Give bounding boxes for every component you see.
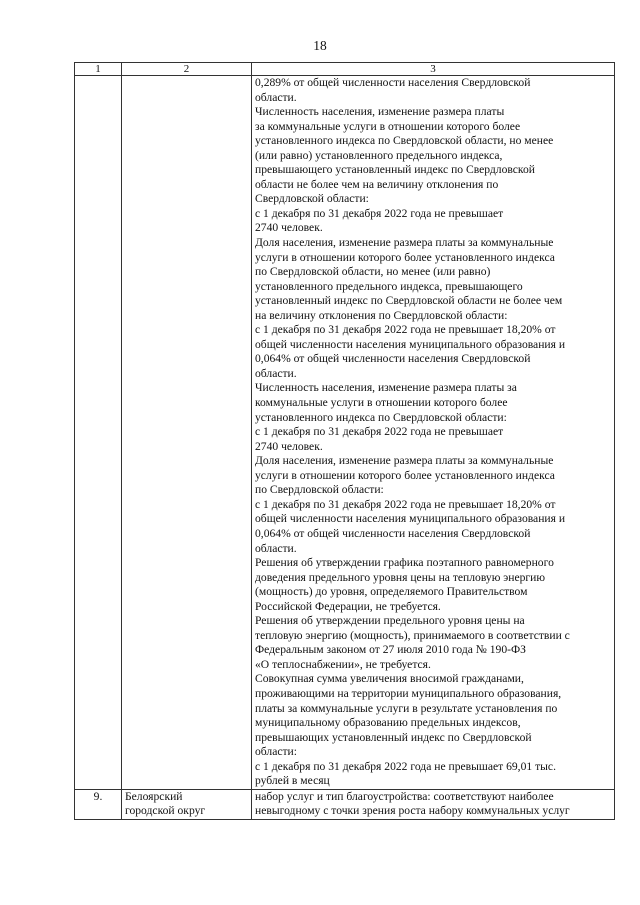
cell-number-empty: [75, 76, 122, 790]
text-line: 0,289% от общей численности населения Свердловской: [255, 76, 531, 89]
text-line: с 1 декабря по 31 декабря 2022 года не превышает: [255, 425, 504, 439]
text-line: за коммунальные услуги в отношении которого более: [255, 119, 521, 133]
cell-row-number: 9.: [75, 789, 122, 819]
text-line: набор услуг и тип благоустройства: соответствуют наиболее: [255, 789, 554, 803]
text-line: области.: [255, 90, 297, 104]
document-table: [74, 62, 615, 820]
text-line: области не более чем на величину отклонения по: [255, 177, 499, 191]
text-line: по Свердловской области:: [255, 483, 384, 497]
page-number: 18: [313, 38, 327, 53]
text-line: 2740 человек.: [255, 221, 323, 235]
text-line: Решения об утверждении графика поэтапного равномерного: [255, 556, 554, 570]
text-line: 0,064% от общей численности населения Свердловской: [255, 352, 531, 366]
text-line: доведения предельного уровня цены на тепловую энергию: [255, 570, 546, 584]
text-line: Решения об утверждении предельного уровня цены на: [255, 614, 525, 628]
text-line: с 1 декабря по 31 декабря 2022 года не превышает: [255, 206, 504, 220]
column-header-3: 3: [252, 63, 615, 76]
text-line: с 1 декабря по 31 декабря 2022 года не превышает 69,01 тыс.: [255, 759, 556, 773]
text-line: (или равно) установленного предельного индекса,: [255, 148, 503, 162]
text-line: с 1 декабря по 31 декабря 2022 года не превышает 18,20% от: [255, 497, 556, 511]
text-line: превышающих установленный индекс по Свердловской: [255, 730, 532, 744]
text-line: рублей в месяц: [255, 774, 330, 788]
text-line: «О теплоснабжении», не требуется.: [255, 657, 431, 671]
cell-municipality-name: [122, 789, 252, 819]
text-line: Свердловской области:: [255, 192, 369, 206]
text-line: установленного индекса по Свердловской области, но менее: [255, 134, 554, 148]
text-line: области.: [255, 541, 297, 555]
text-line: Численность населения, изменение размера платы: [255, 105, 505, 119]
table-row-continuation: [75, 76, 615, 790]
cell-text-continuation: [252, 76, 615, 790]
text-line: превышающего установленный индекс по Свердловской: [255, 163, 535, 177]
text-line: Доля населения, изменение размера платы за коммунальные: [255, 454, 554, 468]
text-line: по Свердловской области, но менее (или равно): [255, 265, 491, 279]
text-line: (мощность) до уровня, определяемого Правительством: [255, 585, 528, 599]
text-line: 2740 человек.: [255, 439, 323, 453]
municipality-name-line: Белоярский: [125, 789, 183, 803]
text-line: муниципальному образованию предельных индексов,: [255, 716, 521, 730]
column-header-2: 2: [122, 63, 252, 76]
text-line: установленного индекса по Свердловской области:: [255, 410, 507, 424]
text-line: установленного предельного индекса, превышающего: [255, 279, 523, 293]
table-header-row: [75, 63, 615, 76]
text-line: услуги в отношении которого более установленного индекса: [255, 468, 555, 482]
text-line: Совокупная сумма увеличения вносимой гражданами,: [255, 672, 524, 686]
column-header-1: 1: [75, 63, 122, 76]
text-line: Доля населения, изменение размера платы за коммунальные: [255, 236, 554, 250]
cell-name-empty: [122, 76, 252, 790]
text-line: установленный индекс по Свердловской области не более чем: [255, 294, 563, 308]
text-line: платы за коммунальные услуги в результате установления по: [255, 701, 558, 715]
cell-text-row-9: [252, 789, 615, 819]
text-line: тепловую энергию (мощность), принимаемого в соответствии с: [255, 628, 570, 642]
text-line: области.: [255, 366, 297, 380]
text-line: Федеральным законом от 27 июля 2010 года № 190-ФЗ: [255, 643, 526, 657]
text-line: общей численности населения муниципального образования и: [255, 337, 566, 351]
text-line: 0,064% от общей численности населения Свердловской: [255, 526, 531, 540]
text-line: Численность населения, изменение размера платы за: [255, 381, 517, 395]
text-line: с 1 декабря по 31 декабря 2022 года не превышает 18,20% от: [255, 323, 556, 337]
text-line: невыгодному с точки зрения роста набору коммунальных услуг: [255, 804, 570, 818]
text-line: на величину отклонения по Свердловской области:: [255, 308, 508, 322]
text-line: общей численности населения муниципального образования и: [255, 512, 566, 526]
municipality-name-line: городской округ: [125, 804, 206, 818]
text-line: Российской Федерации, не требуется.: [255, 599, 441, 613]
text-line: услуги в отношении которого более установленного индекса: [255, 250, 555, 264]
text-line: коммунальные услуги в отношении которого более: [255, 396, 508, 410]
table-row-9: [75, 789, 615, 819]
text-line: проживающими на территории муниципального образования,: [255, 686, 562, 700]
text-line: области:: [255, 745, 297, 759]
